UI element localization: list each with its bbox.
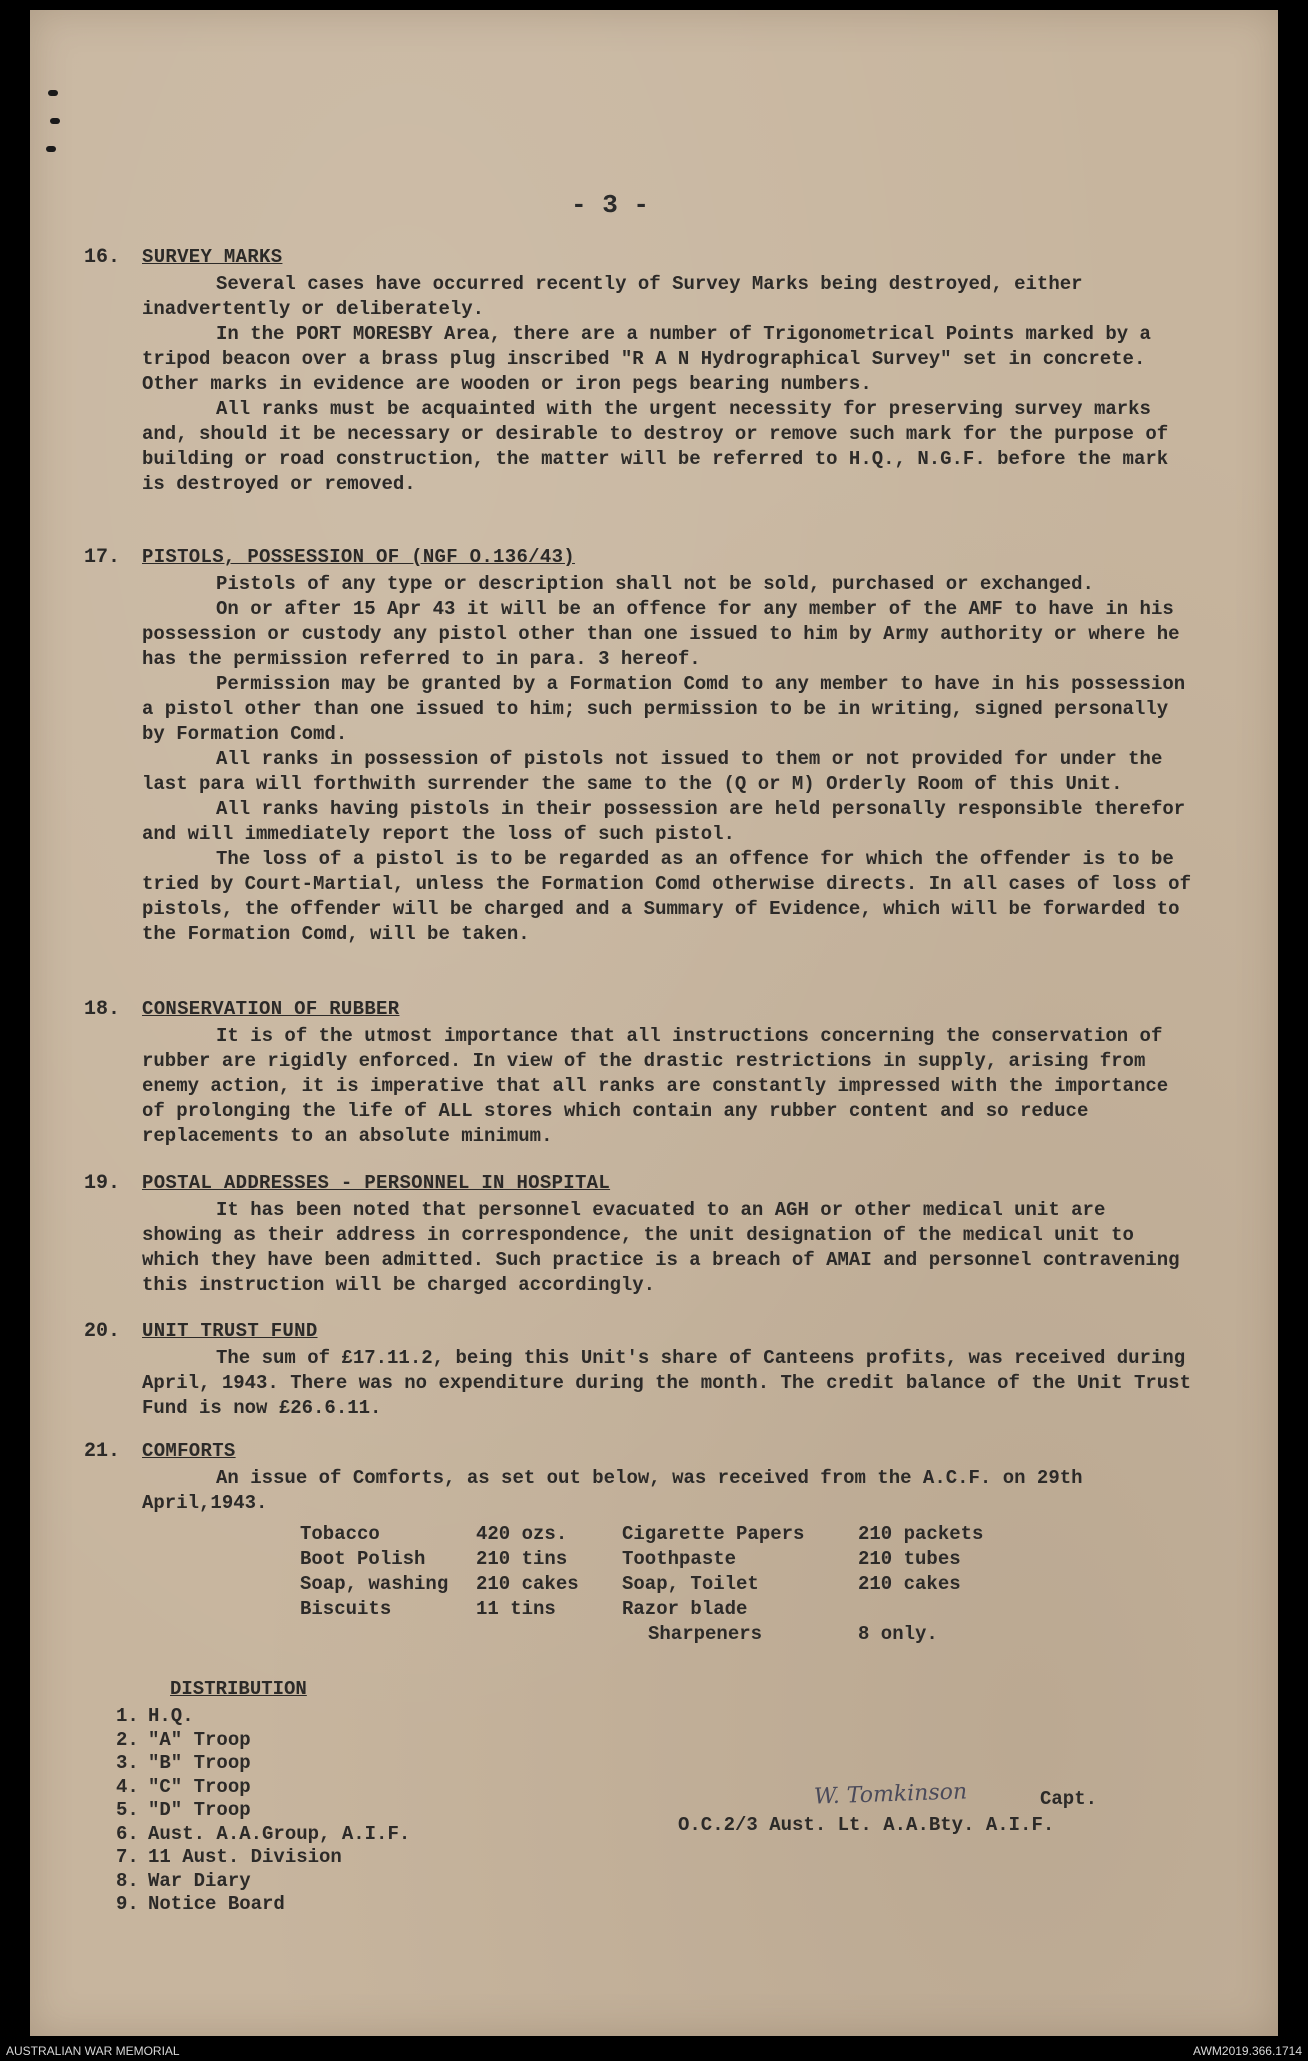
list-item: 8. War Diary xyxy=(116,1869,251,1892)
section-number: 21. xyxy=(84,1440,121,1463)
section-number: 16. xyxy=(84,246,121,269)
handwritten-signature: W. Tomkinson xyxy=(813,1779,968,1810)
footer-source: AUSTRALIAN WAR MEMORIAL xyxy=(6,2044,180,2058)
list-item: 7. 11 Aust. Division xyxy=(116,1846,342,1868)
signatory-unit: O.C.2/3 Aust. Lt. A.A.Bty. A.I.F. xyxy=(678,1814,1055,1836)
table-row: Boot Polish 210 tins Toothpaste 210 tubes xyxy=(300,1548,961,1570)
section-title: POSTAL ADDRESSES - PERSONNEL IN HOSPITAL xyxy=(142,1172,611,1194)
table-row: Sharpeners 8 only. xyxy=(648,1623,938,1645)
list-item: 5. "D" Troop xyxy=(116,1799,251,1821)
list-item: 3. "B" Troop xyxy=(116,1752,251,1774)
section-title: SURVEY MARKS xyxy=(142,246,283,268)
section-title: UNIT TRUST FUND xyxy=(142,1320,318,1342)
list-item: 6. Aust. A.A.Group, A.I.F. xyxy=(116,1822,411,1845)
footer-accession-id: AWM2019.366.1714 xyxy=(1193,2044,1302,2058)
section-19 xyxy=(84,1172,1194,1298)
page-number: - 3 - xyxy=(570,190,649,220)
section-number: 17. xyxy=(84,546,121,569)
paragraph: The loss of a pistol is to be regarded as an offence for which the offender is to be tried by Court-Martial, unless the Formation Comd otherwise directs. In all cases of loss of pistols, the offender will be charged and a Summary of Evidence, which will be forwarded to the Formation Comd, will be taken. xyxy=(142,848,1191,945)
list-item: 9. Notice Board xyxy=(116,1893,285,1915)
punch-hole-mark xyxy=(50,118,60,124)
distribution-title: DISTRIBUTION xyxy=(170,1678,307,1700)
paragraph: All ranks in possession of pistols not issued to them or not provided for under the last para will forthwith surrender the same to the (Q or M) Orderly Room of this Unit. xyxy=(142,748,1163,795)
paragraph: The sum of £17.11.2, being this Unit's share of Canteens profits, was received during April, 1943. There was no expenditure during the month. The credit balance of the Unit Trust Fund is now £26.6.11. xyxy=(142,1347,1191,1419)
section-20 xyxy=(84,1320,1194,1421)
section-16 xyxy=(84,246,1194,497)
paragraph: On or after 15 Apr 43 it will be an offence for any member of the AMF to have in his possession or custody any pistol other than one issued to him by Army authority or where he has the permission referred to in para. 3 hereof. xyxy=(142,598,1180,670)
signatory-rank: Capt. xyxy=(1040,1788,1098,1810)
paragraph: It is of the utmost importance that all instructions concerning the conservation of rubber are rigidly enforced. In view of the drastic restrictions in supply, arising from enemy action, it is imperative that all ranks are constantly impressed with the importance of prolonging the life of ALL stores which contain any rubber content and so reduce replacements to an absolute minimum. xyxy=(142,1025,1169,1147)
table-row: Biscuits 11 tins Razor blade xyxy=(300,1598,748,1620)
paragraph: An issue of Comforts, as set out below, was received from the A.C.F. on 29th April,1943. xyxy=(142,1467,1083,1514)
paragraph: It has been noted that personnel evacuated to an AGH or other medical unit are showing as their address in correspondence, the unit designation of the medical unit to which they have been admitted. Such practice is a breach of AMAI and personnel contravening this instruction will be charged accordingly. xyxy=(142,1199,1180,1296)
section-title: PISTOLS, POSSESSION OF (NGF O.136/43) xyxy=(142,546,575,568)
paragraph: All ranks having pistols in their possession are held personally responsible therefor and will immediately report the loss of such pistol. xyxy=(142,798,1186,845)
punch-hole-mark xyxy=(46,146,56,152)
section-18 xyxy=(84,998,1194,1149)
punch-hole-mark xyxy=(48,90,58,96)
footer-bar xyxy=(0,2041,1308,2061)
paragraph: Several cases have occurred recently of Survey Marks being destroyed, either inadvertently or deliberately. xyxy=(142,273,1083,320)
paragraph: Permission may be granted by a Formation Comd to any member to have in his possession a pistol other than one issued to him; such permission to be in writing, signed personally by Formation Comd. xyxy=(142,673,1186,745)
paragraph: In the PORT MORESBY Area, there are a number of Trigonometrical Points marked by a tripod beacon over a brass plug inscribed "R A N Hydrographical Survey" set in concrete. Other marks in evidence are wooden or iron pegs bearing numbers. xyxy=(142,323,1151,395)
list-item: 1. H.Q. xyxy=(116,1705,194,1727)
section-number: 18. xyxy=(84,998,121,1021)
table-row: Soap, washing 210 cakes Soap, Toilet 210 cakes xyxy=(300,1573,961,1595)
section-21 xyxy=(84,1440,1194,1516)
section-17 xyxy=(84,546,1194,947)
paragraph: All ranks must be acquainted with the urgent necessity for preserving survey marks and, should it be necessary or desirable to destroy or remove such mark for the purpose of building or road construction, the matter will be referred to H.Q., N.G.F. before the mark is destroyed or removed. xyxy=(142,398,1169,495)
section-number: 19. xyxy=(84,1172,121,1195)
comforts-table xyxy=(300,1523,989,1648)
section-title: CONSERVATION OF RUBBER xyxy=(142,998,400,1020)
section-title: COMFORTS xyxy=(142,1440,236,1462)
list-item: 4. "C" Troop xyxy=(116,1775,251,1798)
table-row: Tobacco 420 ozs. Cigarette Papers 210 packets xyxy=(300,1523,984,1545)
section-number: 20. xyxy=(84,1320,121,1343)
list-item: 2. "A" Troop xyxy=(116,1728,251,1751)
paragraph: Pistols of any type or description shall not be sold, purchased or exchanged. xyxy=(216,573,1094,595)
